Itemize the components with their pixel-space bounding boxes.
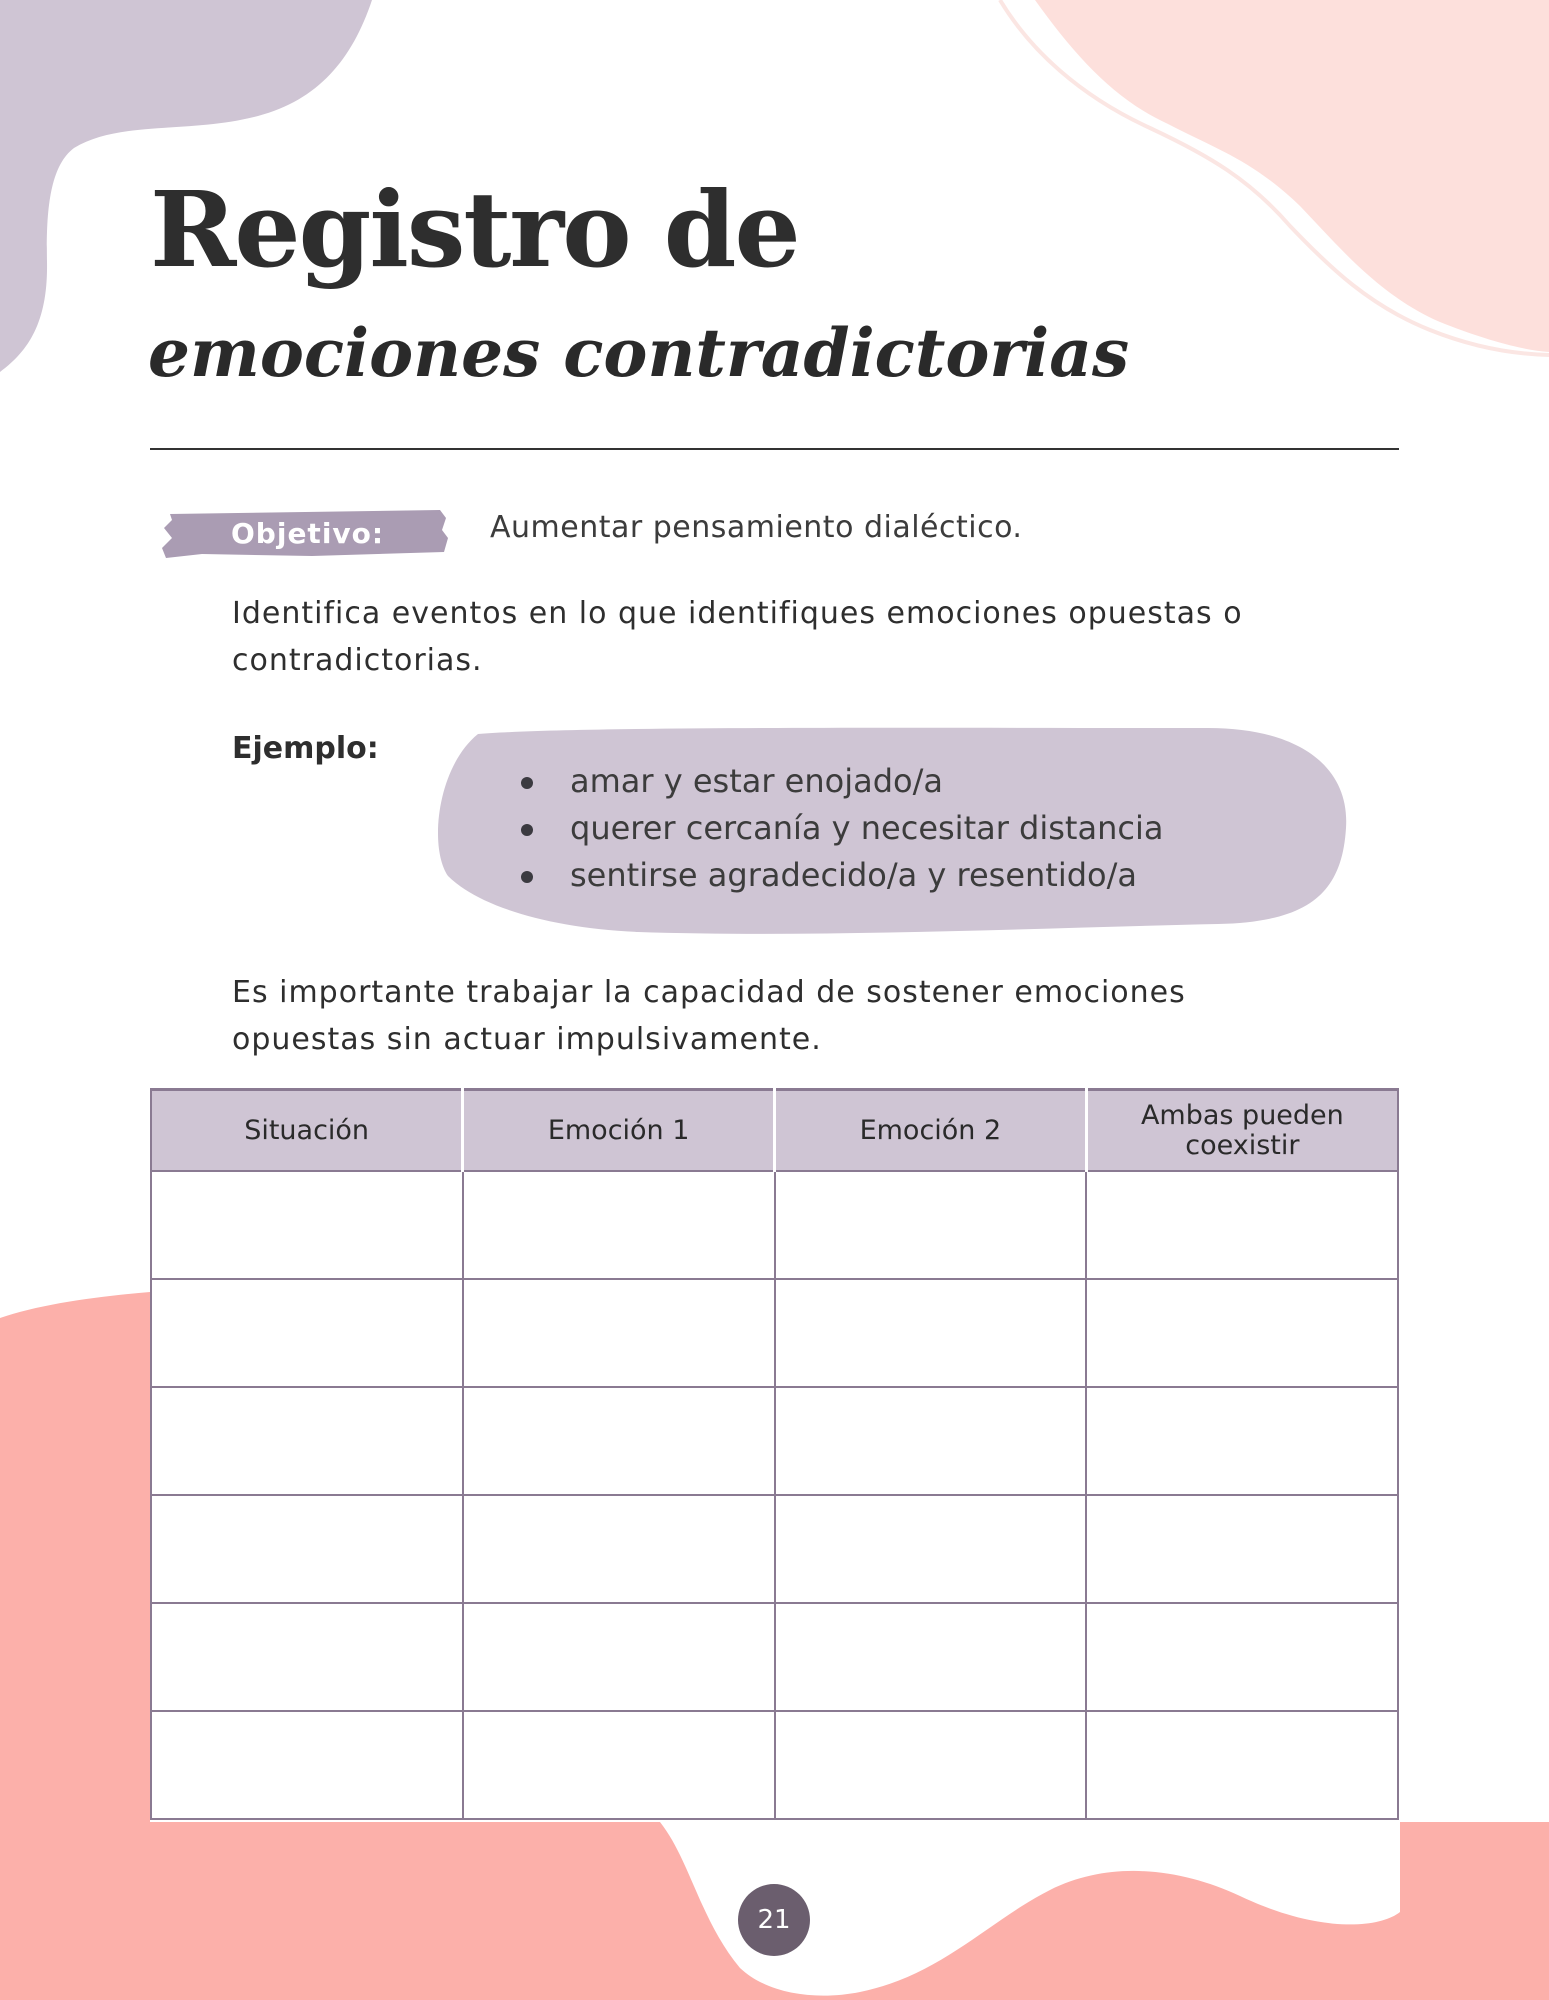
- note-text: Es importante trabajar la capacidad de sostener emociones opuestas sin actuar impulsivamente.: [232, 975, 1186, 1057]
- example-item-text: querer cercanía y necesitar distancia: [570, 809, 1164, 847]
- situation-cell[interactable]: [151, 1171, 463, 1279]
- emotion-2-cell[interactable]: [775, 1603, 1087, 1711]
- bullet-icon: [521, 871, 533, 883]
- bullet-icon: [521, 777, 533, 789]
- example-label: Ejemplo:: [232, 731, 379, 766]
- page-title: Registro de: [150, 168, 799, 291]
- emotion-1-cell[interactable]: [463, 1387, 775, 1495]
- objective-label: Objetivo:: [231, 517, 385, 550]
- page-subtitle: emociones contradictorias: [148, 314, 1130, 392]
- example-list: [520, 758, 1163, 899]
- objective-text: Aumentar pensamiento dialéctico.: [490, 510, 1023, 545]
- column-header-coexist: Ambas pueden coexistir: [1086, 1090, 1398, 1172]
- column-header-emotion-1: Emoción 1: [463, 1090, 775, 1172]
- emotion-2-cell[interactable]: [775, 1171, 1087, 1279]
- title-divider: [150, 448, 1399, 450]
- emotion-1-cell[interactable]: [463, 1171, 775, 1279]
- example-item: [520, 805, 1163, 852]
- example-item-text: amar y estar enojado/a: [570, 762, 943, 800]
- table-row: [151, 1279, 1398, 1387]
- pink-blob-top-right: [1035, 0, 1549, 352]
- emotion-1-cell[interactable]: [463, 1603, 775, 1711]
- coexist-cell[interactable]: [1086, 1171, 1398, 1279]
- emotion-1-cell[interactable]: [463, 1495, 775, 1603]
- page-number: 21: [738, 1884, 810, 1956]
- instructions-text: Identifica eventos en lo que identifiques emociones opuestas o contradictorias.: [232, 596, 1243, 678]
- column-header-emotion-2: Emoción 2: [775, 1090, 1087, 1172]
- table-row: [151, 1171, 1398, 1279]
- coexist-cell[interactable]: [1086, 1603, 1398, 1711]
- coexist-cell[interactable]: [1086, 1495, 1398, 1603]
- table-row: [151, 1711, 1398, 1819]
- example-item: [520, 758, 1163, 805]
- bullet-icon: [521, 824, 533, 836]
- emotion-2-cell[interactable]: [775, 1279, 1087, 1387]
- coexist-cell[interactable]: [1086, 1279, 1398, 1387]
- situation-cell[interactable]: [151, 1387, 463, 1495]
- situation-cell[interactable]: [151, 1711, 463, 1819]
- example-item: [520, 852, 1163, 899]
- table-row: [151, 1603, 1398, 1711]
- objective-badge: [162, 508, 448, 560]
- emotion-1-cell[interactable]: [463, 1279, 775, 1387]
- coexist-cell[interactable]: [1086, 1387, 1398, 1495]
- situation-cell[interactable]: [151, 1495, 463, 1603]
- emotions-record-table: [150, 1088, 1399, 1820]
- table-header-row: [151, 1090, 1398, 1172]
- coexist-cell[interactable]: [1086, 1711, 1398, 1819]
- emotion-2-cell[interactable]: [775, 1387, 1087, 1495]
- situation-cell[interactable]: [151, 1279, 463, 1387]
- emotion-2-cell[interactable]: [775, 1495, 1087, 1603]
- table-row: [151, 1495, 1398, 1603]
- situation-cell[interactable]: [151, 1603, 463, 1711]
- emotion-2-cell[interactable]: [775, 1711, 1087, 1819]
- table-row: [151, 1387, 1398, 1495]
- emotion-1-cell[interactable]: [463, 1711, 775, 1819]
- example-item-text: sentirse agradecido/a y resentido/a: [570, 856, 1137, 894]
- column-header-situation: Situación: [151, 1090, 463, 1172]
